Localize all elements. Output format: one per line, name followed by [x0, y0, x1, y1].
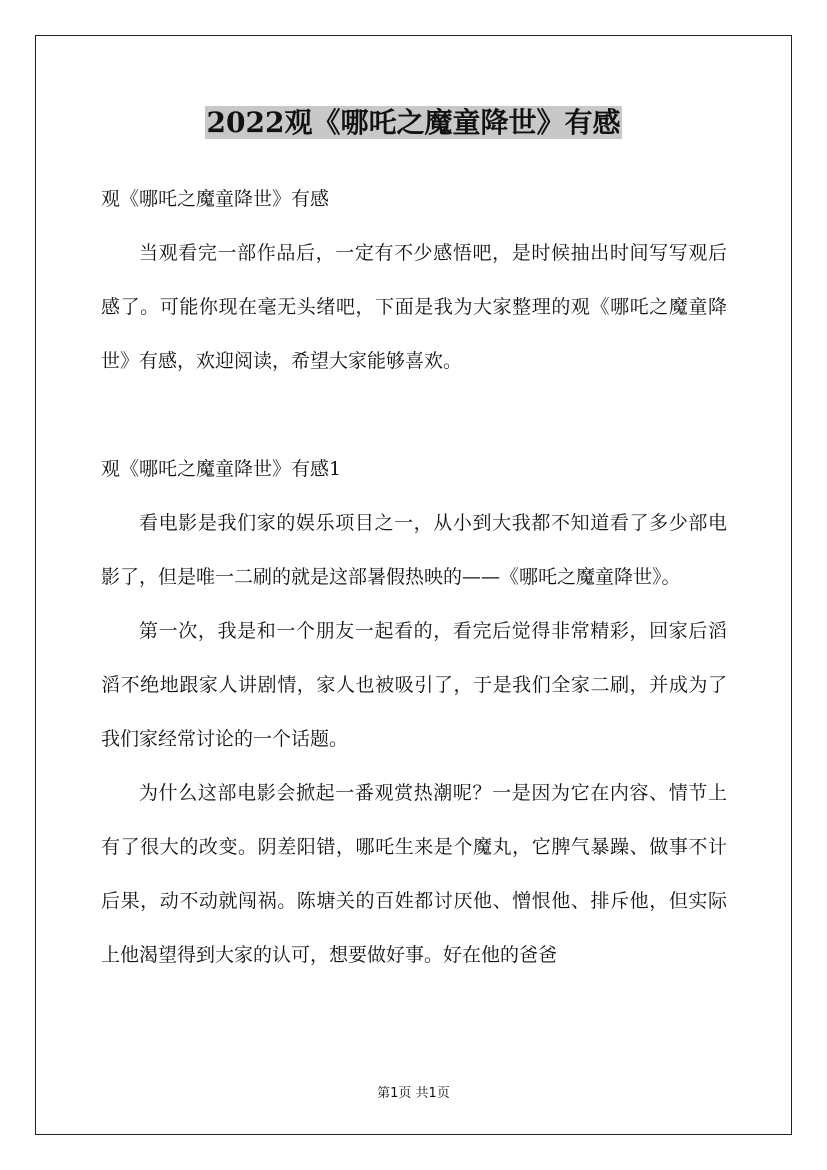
intro-paragraph: 当观看完一部作品后，一定有不少感悟吧，是时候抽出时间写写观后感了。可能你现在毫无头绪吧，下面是我为大家整理的观《哪吒之魔童降世》有感，欢迎阅读，希望大家能够喜欢。 [101, 242, 727, 372]
body-paragraph-3: 为什么这部电影会掀起一番观赏热潮呢？一是因为它在内容、情节上有了很大的改变。阴差阳错，哪吒生来是个魔丸，它脾气暴躁、做事不计后果，动不动就闯祸。陈塘关的百姓都讨厌他、憎恨他、排斥他，但实际上他渴望得到大家的认可，想要做好事。好在他的爸爸 [101, 782, 727, 966]
document-body [101, 172, 727, 982]
body-paragraph-1: 看电影是我们家的娱乐项目之一，从小到大我都不知道看了多少部电影了，但是唯一二刷的就是这部暑假热映的——《哪吒之魔童降世》。 [101, 512, 727, 588]
document-subtitle: 观《哪吒之魔童降世》有感 [101, 188, 330, 210]
blank-line [101, 388, 727, 442]
document-title [0, 103, 827, 143]
section-heading: 观《哪吒之魔童降世》有感1 [101, 458, 342, 480]
document-title-text: 2022观《哪吒之魔童降世》有感 [206, 106, 621, 139]
page-footer: 第1页 共1页 [377, 1086, 450, 1101]
body-paragraph-2: 第一次，我是和一个朋友一起看的，看完后觉得非常精彩，回家后滔滔不绝地跟家人讲剧情，家人也被吸引了，于是我们全家二刷，并成为了我们家经常讨论的一个话题。 [101, 620, 727, 750]
